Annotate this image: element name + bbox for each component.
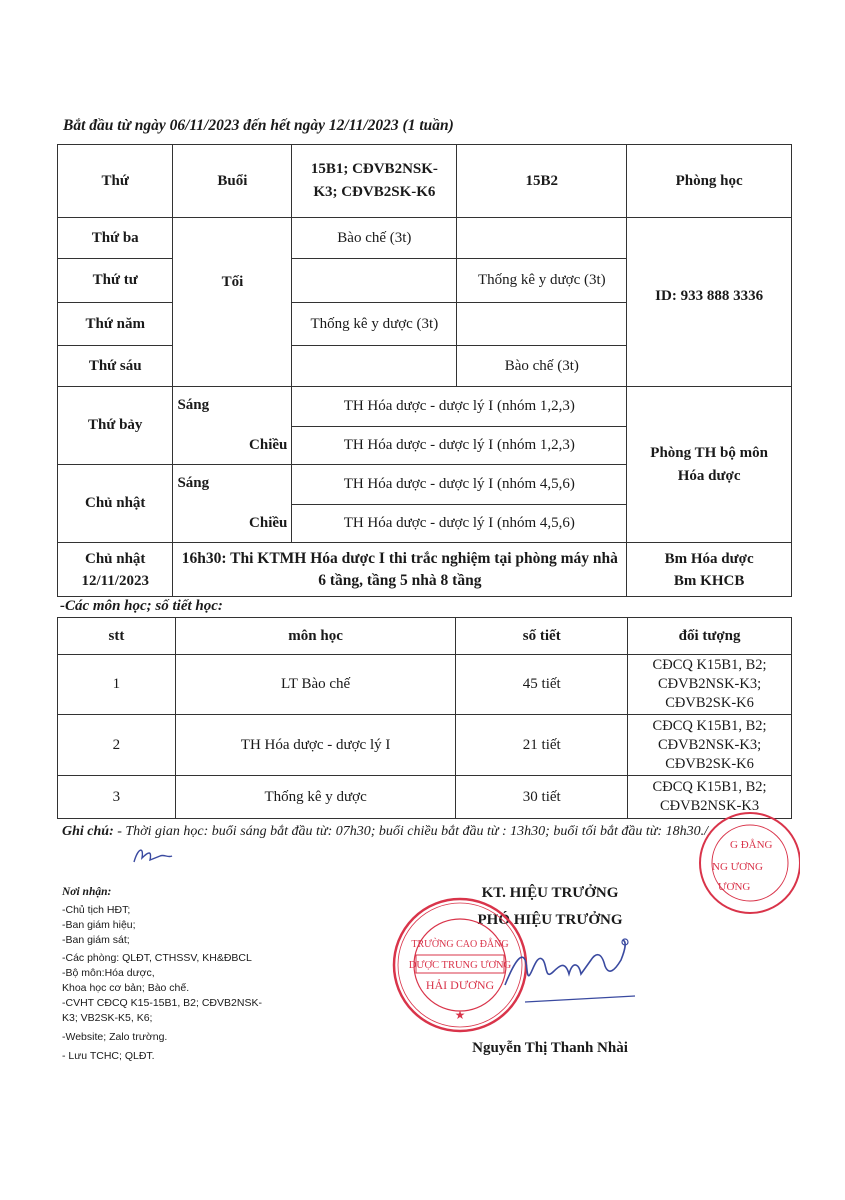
exam-room-1: Bm Hóa dược <box>664 550 754 567</box>
stamp-line-1: TRƯỜNG CAO ĐẲNG <box>411 939 509 950</box>
exam-date: 12/11/2023 <box>81 572 149 589</box>
stamp-line-2: DƯỢC TRUNG ƯƠNG <box>408 960 512 971</box>
exam-room-2: Bm KHCB <box>673 572 745 589</box>
target-line: CĐVB2NSK-K3 <box>660 798 760 814</box>
subject-cell: TH Hóa dược - dược lý I <box>175 715 456 776</box>
star-icon: ★ <box>454 1008 466 1022</box>
class1-cell: Thống kê y dược (3t) <box>292 303 457 346</box>
partial-stamp-text: NG ƯƠNG <box>712 861 764 873</box>
table-row <box>58 387 792 427</box>
signature-title-1: KT. HIỆU TRƯỞNG <box>481 885 619 901</box>
date-range: Bắt đầu từ ngày 06/11/2023 đến hết ngày 12/11/2023 (1 tuần) <box>63 117 454 134</box>
header-periods: số tiết <box>456 618 628 655</box>
recipients <box>62 885 262 1064</box>
recipient-item: Khoa học cơ bản; Bào chế. <box>62 982 190 994</box>
subject-cell: TH Hóa dược - dược lý I (nhóm 1,2,3) <box>292 387 627 427</box>
subject-cell: Thống kê y dược <box>175 776 456 819</box>
room-lab-label: Phòng TH bộ môn Hóa dược <box>650 444 768 484</box>
session-morning: Sáng <box>173 465 292 505</box>
target-line: CĐCQ K15B1, B2; <box>652 779 767 795</box>
target-line: CĐVB2SK-K6 <box>665 695 754 711</box>
header-session: Buổi <box>173 145 292 218</box>
exam-row <box>58 543 792 597</box>
session-afternoon: Chiều <box>173 505 292 543</box>
exam-day <box>58 543 173 597</box>
day-cell: Thứ tư <box>58 259 173 303</box>
initials-scribble <box>130 842 175 868</box>
exam-day-label: Chủ nhật <box>84 550 146 567</box>
class1-cell <box>292 346 457 387</box>
target-line: CĐVB2NSK-K3; <box>658 736 762 753</box>
partial-stamp <box>690 808 800 918</box>
day-sunday: Chủ nhật <box>58 465 173 543</box>
note-label: Ghi chú: <box>62 824 114 839</box>
target-line: CĐVB2NSK-K3; <box>658 676 762 692</box>
header-class1 <box>292 145 457 218</box>
room-online-id: ID: 933 888 3336 <box>627 218 792 387</box>
class2-cell <box>457 303 627 346</box>
subjects-header-row <box>58 618 792 655</box>
recipient-item: -Website; Zalo trường. <box>62 1031 168 1043</box>
table-row <box>58 776 792 819</box>
recipients-title: Nơi nhận: <box>62 886 112 898</box>
partial-stamp-text: ƯƠNG <box>718 881 751 893</box>
periods-cell: 45 tiết <box>456 655 628 715</box>
signature-title-2: PHÓ HIỆU TRƯỞNG <box>477 912 623 928</box>
target-cell <box>628 655 792 715</box>
class2-cell: Thống kê y dược (3t) <box>457 259 627 303</box>
recipient-item: -Các phòng: QLĐT, CTHSSV, KH&ĐBCL <box>62 952 252 964</box>
stt-cell: 2 <box>58 715 176 776</box>
day-saturday: Thứ bảy <box>58 387 173 465</box>
target-line: CĐVB2SK-K6 <box>665 755 754 772</box>
stamp-line-3: HẢI DƯƠNG <box>425 978 495 992</box>
day-cell: Thứ năm <box>58 303 173 346</box>
recipient-item: -Ban giám sát; <box>62 934 130 946</box>
day-cell: Thứ ba <box>58 218 173 259</box>
subject-cell: TH Hóa dược - dược lý I (nhóm 4,5,6) <box>292 465 627 505</box>
session-afternoon: Chiều <box>173 427 292 465</box>
partial-stamp-text: G ĐẲNG <box>730 839 773 851</box>
note-text: - Thời gian học: buổi sáng bắt đầu từ: 07h30; buổi chiều bắt đầu từ : 13h30; buổi tối bắt đầu từ: 18h30./. <box>113 824 712 839</box>
session-morning: Sáng <box>173 387 292 427</box>
note <box>62 823 797 841</box>
class2-cell: Bào chế (3t) <box>457 346 627 387</box>
stt-cell: 3 <box>58 776 176 819</box>
class1-cell: Bào chế (3t) <box>292 218 457 259</box>
header-stt: stt <box>58 618 176 655</box>
target-line: CĐCQ K15B1, B2; <box>652 717 767 734</box>
header-class1-label: 15B1; CĐVB2NSK-K3; CĐVB2SK-K6 <box>310 161 438 200</box>
exam-room <box>627 543 792 597</box>
target-line: CĐCQ K15B1, B2; <box>652 657 767 673</box>
day-cell: Thứ sáu <box>58 346 173 387</box>
recipient-item: K3; VB2SK-K5, K6; <box>62 1012 153 1024</box>
room-lab <box>627 387 792 543</box>
recipient-item: -Ban giám hiệu; <box>62 919 136 931</box>
session-evening: Tối <box>173 218 292 387</box>
signer-name: Nguyễn Thị Thanh Nhài <box>472 1040 628 1056</box>
recipient-item: -Bộ môn:Hóa dược, <box>62 967 155 979</box>
stt-cell: 1 <box>58 655 176 715</box>
table-row <box>58 655 792 715</box>
table-row <box>58 715 792 776</box>
subject-cell: TH Hóa dược - dược lý I (nhóm 4,5,6) <box>292 505 627 543</box>
exam-info <box>173 543 627 597</box>
header-day: Thứ <box>58 145 173 218</box>
header-class2: 15B2 <box>457 145 627 218</box>
class1-cell <box>292 259 457 303</box>
header-target: đối tượng <box>628 618 792 655</box>
periods-cell: 21 tiết <box>456 715 628 776</box>
recipient-item: - Lưu TCHC; QLĐT. <box>62 1050 155 1062</box>
recipient-item: -Chủ tịch HĐT; <box>62 904 131 916</box>
exam-text: 16h30: Thi KTMH Hóa dược I thi trắc nghiệm tại phòng máy nhà 6 tầng, tầng 5 nhà 8 tầng <box>181 549 618 589</box>
subject-cell: LT Bào chế <box>175 655 456 715</box>
handwritten-signature <box>495 930 645 1010</box>
table-row <box>58 218 792 259</box>
target-cell <box>628 715 792 776</box>
class2-cell <box>457 218 627 259</box>
subjects-section-title: -Các môn học; số tiết học: <box>60 598 223 614</box>
subject-cell: TH Hóa dược - dược lý I (nhóm 1,2,3) <box>292 427 627 465</box>
header-subject: môn học <box>175 618 456 655</box>
subjects-table <box>57 617 792 819</box>
periods-cell: 30 tiết <box>456 776 628 819</box>
recipient-item: -CVHT CĐCQ K15-15B1, B2; CĐVB2NSK- <box>62 997 262 1009</box>
header-room: Phòng học <box>627 145 792 218</box>
schedule-header-row <box>58 145 792 218</box>
schedule-table <box>57 144 792 597</box>
